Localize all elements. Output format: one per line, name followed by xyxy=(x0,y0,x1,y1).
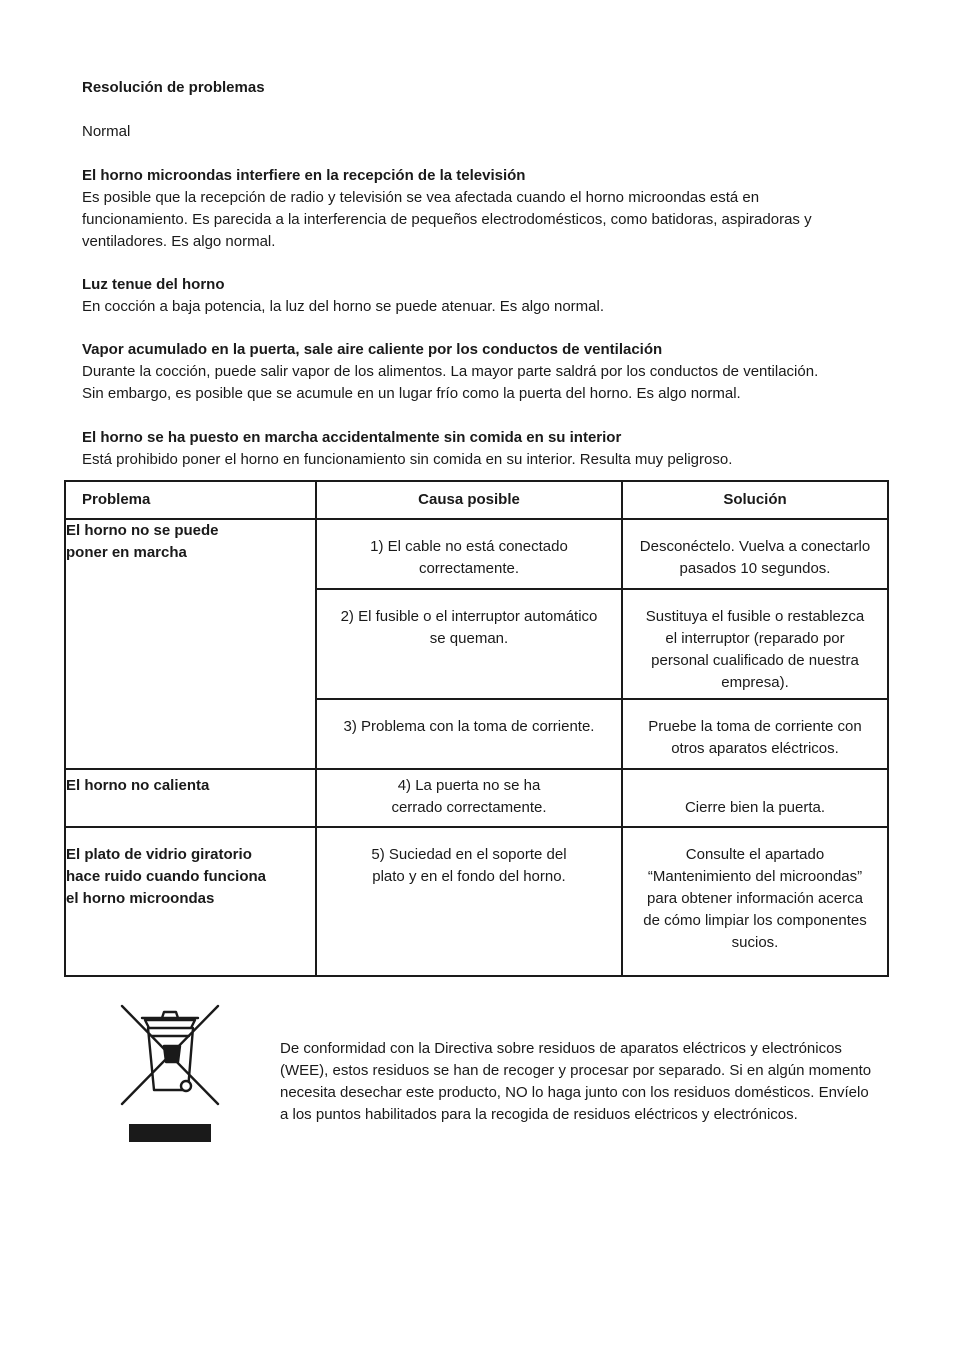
crossed-out-wheelie-bin-icon xyxy=(118,1000,222,1146)
problem-cell xyxy=(65,769,316,827)
cause-cell xyxy=(316,699,622,769)
header-cause: Causa posible xyxy=(316,481,622,519)
section-heading: El horno microondas interfiere en la recepción de la televisión xyxy=(82,167,526,184)
solution-text: Consulte el apartado “Mantenimiento del microondas” para obtener información acerca de cómo limpiar los componentes sucios. xyxy=(643,846,867,951)
solution-cell xyxy=(622,519,888,589)
problem-cell xyxy=(65,827,316,976)
section-body: Durante la cocción, puede salir vapor de los alimentos. La mayor parte saldrá por los conductos de ventilación. Sin embargo, es posible que se acumule en un lugar frío como la puerta del horno. Es algo normal. xyxy=(82,363,819,402)
table-row xyxy=(65,519,888,589)
cause-cell xyxy=(316,519,622,589)
section-heading: El horno se ha puesto en marcha accidentalmente sin comida en su interior xyxy=(82,429,622,446)
header-problem: Problema xyxy=(65,481,316,519)
solution-text: Cierre bien la puerta. xyxy=(684,799,826,816)
section-tv-interference xyxy=(82,165,872,253)
page-title: Resolución de problemas xyxy=(82,79,265,96)
cause-text: 1) El cable no está conectado correctamente. xyxy=(370,538,568,577)
cause-text: 4) La puerta no se ha cerrado correctamente. xyxy=(391,777,547,816)
table-header-row xyxy=(65,481,888,519)
section-dim-light xyxy=(82,274,872,318)
section-heading: Vapor acumulado en la puerta, sale aire caliente por los conductos de ventilación xyxy=(82,341,663,358)
weee-disposal-notice: De conformidad con la Directiva sobre residuos de aparatos eléctricos y electrónicos (WEE), estos residuos se han de recoger y procesar por separado. Si en algún momento necesita desechar este producto, NO lo haga junto con los residuos domésticos. Envíelo a los puntos habilitados para la recogida de residuos eléctricos y electrónicos. xyxy=(280,1040,872,1123)
problem-text: El plato de vidrio giratorio hace ruido cuando funciona el horno microondas xyxy=(66,846,267,907)
cause-cell xyxy=(316,589,622,699)
problem-cell xyxy=(65,519,316,769)
table-row xyxy=(65,827,888,976)
cause-text: 5) Suciedad en el soporte del plato y en el fondo del horno. xyxy=(371,846,567,885)
section-empty-run xyxy=(82,427,872,471)
table-row xyxy=(65,769,888,827)
cause-text: 3) Problema con la toma de corriente. xyxy=(343,718,595,735)
section-body: Es posible que la recepción de radio y televisión se vea afectada cuando el horno microondas está en funcionamiento. Es parecida a la interferencia de pequeños electrodomésticos, como batidoras, aspiradoras y ventiladores. Es algo normal. xyxy=(82,189,812,250)
solution-cell xyxy=(622,589,888,699)
section-steam xyxy=(82,339,872,405)
problem-text: El horno no se puede poner en marcha xyxy=(66,522,219,561)
section-subtitle: Normal xyxy=(82,123,131,140)
solution-cell xyxy=(622,769,888,827)
cause-cell xyxy=(316,827,622,976)
solution-cell xyxy=(622,827,888,976)
cause-cell xyxy=(316,769,622,827)
section-heading: Luz tenue del horno xyxy=(82,276,225,293)
section-body: En cocción a baja potencia, la luz del horno se puede atenuar. Es algo normal. xyxy=(82,298,605,315)
troubleshooting-table xyxy=(64,480,889,977)
solution-text: Pruebe la toma de corriente con otros aparatos eléctricos. xyxy=(648,718,862,757)
solution-text: Desconéctelo. Vuelva a conectarlo pasados 10 segundos. xyxy=(639,538,871,577)
solution-text: Sustituya el fusible o restablezca el interruptor (reparado por personal cualificado de nuestra empresa). xyxy=(645,608,865,691)
solution-cell xyxy=(622,699,888,769)
section-body: Está prohibido poner el horno en funcionamiento sin comida en su interior. Resulta muy peligroso. xyxy=(82,451,733,468)
problem-text: El horno no calienta xyxy=(66,777,210,794)
cause-text: 2) El fusible o el interruptor automático se queman. xyxy=(340,608,598,647)
header-solution: Solución xyxy=(622,481,888,519)
